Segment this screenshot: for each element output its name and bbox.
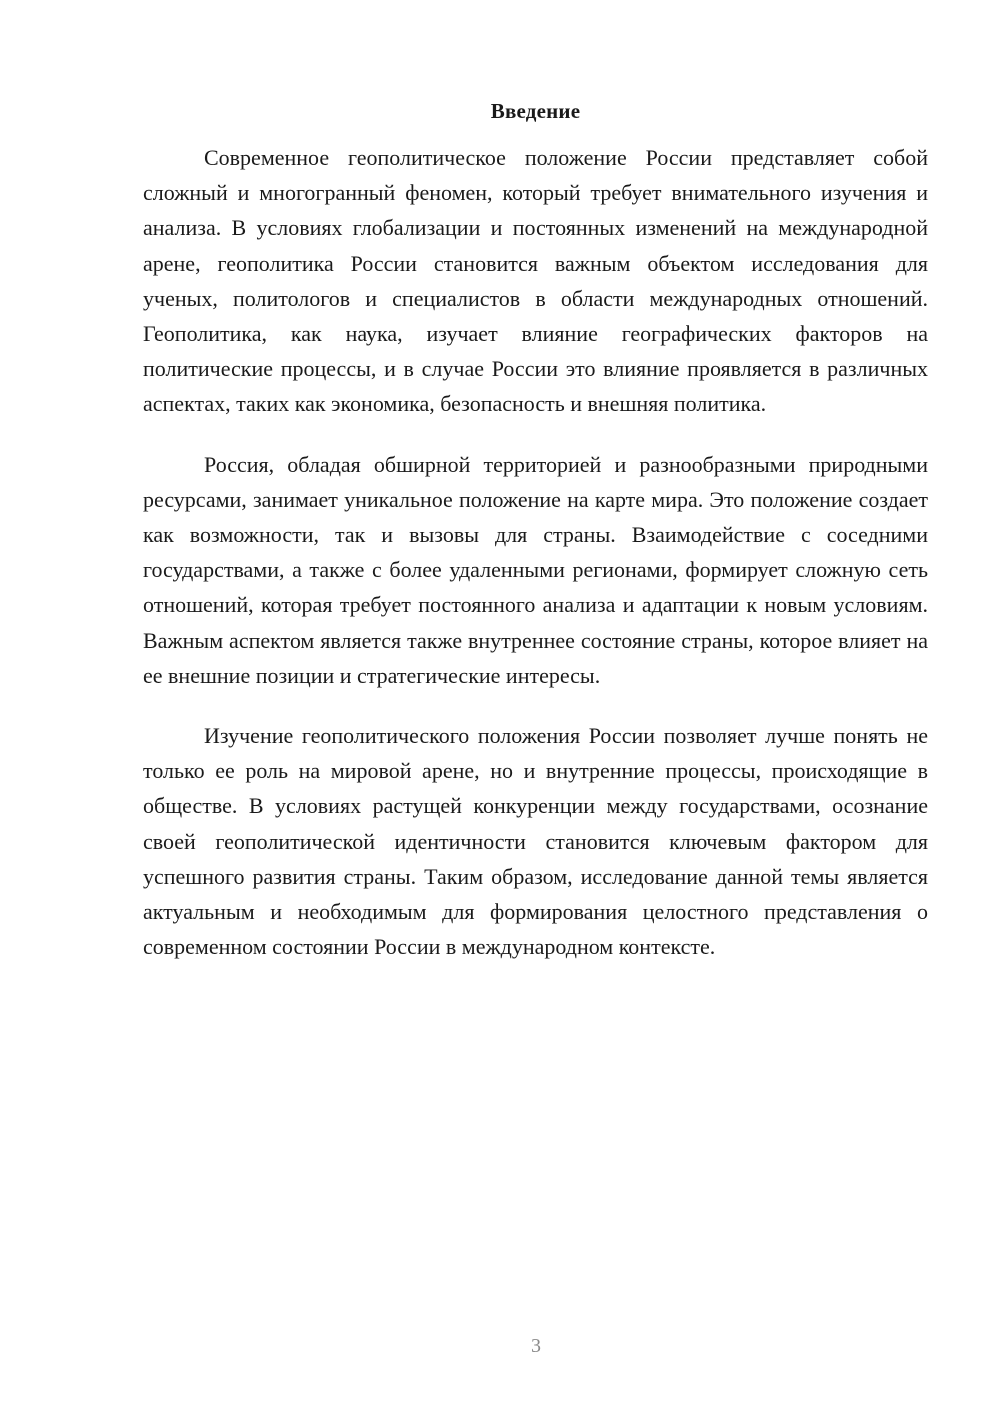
- paragraph-3: Изучение геополитического положения России позволяет лучше понять не только ее роль на мировой арене, но и внутренние процессы, происходящие в обществе. В условиях растущей конкуренции между государствами, осознание своей геополитической идентичности становится ключевым фактором для успешного развития страны. Таким образом, исследование данной темы является актуальным и необходимым для формирования целостного представления о современном состоянии России в международном контексте.: [143, 723, 928, 960]
- page-number: 3: [531, 1335, 541, 1357]
- paragraph-2: Россия, обладая обширной территорией и разнообразными природными ресурсами, занимает уникальное положение на карте мира. Это положение создает как возможности, так и вызовы для страны. Взаимодействие с соседними государствами, а также с более удаленными регионами, формирует сложную сеть отношений, которая требует постоянного анализа и адаптации к новым условиям. Важным аспектом является также внутреннее состояние страны, которое влияет на ее внешние позиции и стратегические интересы.: [143, 451, 928, 688]
- section-title: Введение: [490, 99, 581, 123]
- page-content: [143, 96, 928, 989]
- paragraph-1: Современное геополитическое положение России представляет собой сложный и многогранный феномен, который требует внимательного изучения и анализа. В условиях глобализации и постоянных изменений на международной арене, геополитика России становится важным объектом исследования для ученых, политологов и специалистов в области международных отношений. Геополитика, как наука, изучает влияние географических факторов на политические процессы, и в случае России это влияние проявляется в различных аспектах, таких как экономика, безопасность и внешняя политика.: [143, 145, 928, 417]
